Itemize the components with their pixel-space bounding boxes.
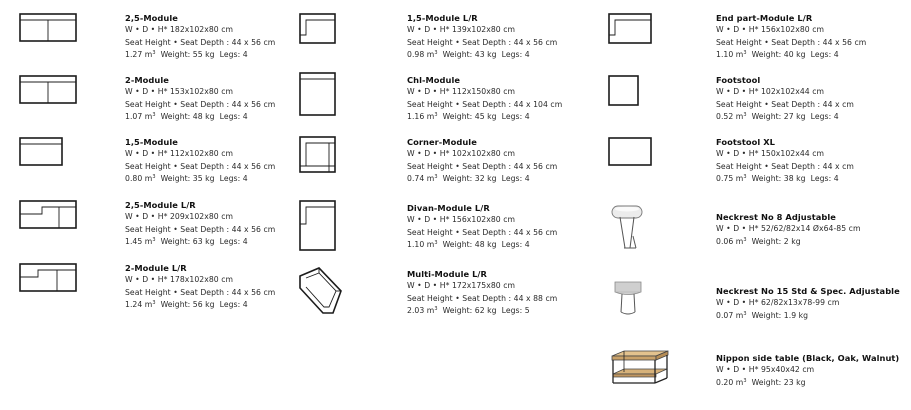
- product-name: Divan-Module L/R: [407, 203, 490, 213]
- product-volume: 1.10 m: [716, 50, 744, 60]
- product-volume: 1.10 m: [407, 240, 435, 250]
- product-legs: Legs: 4: [219, 300, 248, 310]
- product-seat: Seat Height • Seat Depth : 44 x 56 cm: [125, 161, 276, 171]
- sofa-1-5-module-icon: [19, 137, 63, 166]
- sofa-multi-module-lr-icon: [298, 266, 344, 317]
- product-name: 1,5-Module: [125, 137, 178, 147]
- sofa-2-5-module-icon: [19, 13, 77, 42]
- product-weight: Weight: 32 kg: [442, 174, 497, 184]
- product-seat: Seat Height • Seat Depth : 44 x cm: [716, 99, 854, 109]
- product-volume: 0.75 m: [716, 174, 744, 184]
- footstool-icon: [608, 75, 639, 106]
- product-dimensions: W • D • H* 95x40x42 cm: [716, 365, 815, 375]
- product-volume: 1.24 m: [125, 300, 153, 310]
- product-weight: Weight: 40 kg: [751, 50, 806, 60]
- product-dimensions: W • D • H* 182x102x80 cm: [125, 25, 234, 35]
- product-name: Nippon side table (Black, Oak, Walnut): [716, 353, 900, 363]
- product-weight: Weight: 27 kg: [751, 112, 806, 122]
- product-weight: Weight: 35 kg: [160, 174, 215, 184]
- product-volume: 0.98 m: [407, 50, 435, 60]
- product-seat: Seat Height • Seat Depth : 44 x 56 cm: [407, 227, 558, 237]
- product-dimensions: W • D • H* 209x102x80 cm: [125, 212, 234, 222]
- sofa-2-module-icon: [19, 75, 77, 104]
- sofa-2-5-module-lr-icon: [19, 200, 77, 229]
- product-name: Corner-Module: [407, 137, 477, 147]
- footstool-xl-icon: [608, 137, 652, 166]
- product-weight: Weight: 23 kg: [751, 377, 806, 387]
- product-volume: 0.20 m: [716, 377, 744, 387]
- product-seat: Seat Height • Seat Depth : 44 x 56 cm: [407, 37, 558, 47]
- product-weight: Weight: 1.9 kg: [751, 310, 809, 320]
- sofa-1-5-module-lr-icon: [299, 13, 336, 44]
- product-dimensions: W • D • H* 52/62/82x14 Øx64-85 cm: [716, 224, 861, 234]
- product-legs: Legs: 4: [501, 174, 530, 184]
- product-weight: Weight: 43 kg: [442, 50, 497, 60]
- product-weight: Weight: 2 kg: [751, 236, 801, 246]
- product-volume: 0.80 m: [125, 174, 153, 184]
- product-name: 2-Module L/R: [125, 263, 187, 273]
- product-volume: 0.52 m: [716, 112, 744, 122]
- sofa-2-module-lr-icon: [19, 263, 77, 292]
- product-seat: Seat Height • Seat Depth : 44 x 104 cm: [407, 99, 563, 109]
- product-name: Chl-Module: [407, 75, 461, 85]
- product-legs: Legs: 4: [219, 112, 248, 122]
- product-legs: Legs: 4: [810, 112, 839, 122]
- product-seat: Seat Height • Seat Depth : 44 x 56 cm: [125, 287, 276, 297]
- product-legs: Legs: 4: [219, 237, 248, 247]
- product-name: Neckrest No 8 Adjustable: [716, 212, 836, 222]
- product-name: Neckrest No 15 Std & Spec. Adjustable: [716, 286, 900, 296]
- product-name: 1,5-Module L/R: [407, 13, 478, 23]
- sofa-divan-module-lr-icon: [299, 200, 336, 251]
- product-dimensions: W • D • H* 139x102x80 cm: [407, 25, 516, 35]
- product-legs: Legs: 4: [810, 50, 839, 60]
- nippon-side-table-icon: [610, 350, 670, 386]
- product-volume: 1.16 m: [407, 112, 435, 122]
- product-seat: Seat Height • Seat Depth : 44 x 88 cm: [407, 293, 558, 303]
- product-legs: Legs: 4: [810, 174, 839, 184]
- product-dimensions: W • D • H* 150x102x44 cm: [716, 149, 825, 159]
- product-seat: Seat Height • Seat Depth : 44 x 56 cm: [716, 37, 867, 47]
- product-seat: Seat Height • Seat Depth : 44 x cm: [716, 161, 854, 171]
- product-name: Footstool XL: [716, 137, 776, 147]
- product-legs: Legs: 4: [501, 112, 530, 122]
- product-weight: Weight: 62 kg: [442, 306, 497, 316]
- product-dimensions: W • D • H* 62/82x13x78-99 cm: [716, 298, 840, 308]
- product-seat: Seat Height • Seat Depth : 44 x 56 cm: [125, 224, 276, 234]
- product-weight: Weight: 63 kg: [160, 237, 215, 247]
- product-weight: Weight: 38 kg: [751, 174, 806, 184]
- product-weight: Weight: 48 kg: [442, 240, 497, 250]
- product-weight: Weight: 55 kg: [160, 50, 215, 60]
- product-dimensions: W • D • H* 112x150x80 cm: [407, 87, 516, 97]
- product-legs: Legs: 5: [501, 306, 530, 316]
- sofa-end-part-module-lr-icon: [608, 13, 652, 44]
- product-seat: Seat Height • Seat Depth : 44 x 56 cm: [125, 37, 276, 47]
- product-seat: Seat Height • Seat Depth : 44 x 56 cm: [125, 99, 276, 109]
- product-volume: 1.45 m: [125, 237, 153, 247]
- product-name: 2,5-Module L/R: [125, 200, 196, 210]
- product-volume: 0.07 m: [716, 310, 744, 320]
- product-dimensions: W • D • H* 178x102x80 cm: [125, 275, 234, 285]
- product-dimensions: W • D • H* 102x102x80 cm: [407, 149, 516, 159]
- product-dimensions: W • D • H* 102x102x44 cm: [716, 87, 825, 97]
- product-weight: Weight: 45 kg: [442, 112, 497, 122]
- product-dimensions: W • D • H* 172x175x80 cm: [407, 281, 516, 291]
- product-name: 2-Module: [125, 75, 169, 85]
- product-name: End part-Module L/R: [716, 13, 813, 23]
- product-name: Multi-Module L/R: [407, 269, 487, 279]
- product-name: 2,5-Module: [125, 13, 178, 23]
- product-volume: 0.74 m: [407, 174, 435, 184]
- product-dimensions: W • D • H* 156x102x80 cm: [407, 215, 516, 225]
- product-dimensions: W • D • H* 112x102x80 cm: [125, 149, 234, 159]
- product-legs: Legs: 4: [501, 240, 530, 250]
- product-dimensions: W • D • H* 156x102x80 cm: [716, 25, 825, 35]
- sofa-chl-module-icon: [299, 72, 336, 116]
- product-legs: Legs: 4: [219, 50, 248, 60]
- product-volume: 1.07 m: [125, 112, 153, 122]
- product-volume: 0.06 m: [716, 236, 744, 246]
- product-weight: Weight: 56 kg: [160, 300, 215, 310]
- product-weight: Weight: 48 kg: [160, 112, 215, 122]
- product-dimensions: W • D • H* 153x102x80 cm: [125, 87, 234, 97]
- product-volume: 2.03 m: [407, 306, 435, 316]
- product-legs: Legs: 4: [219, 174, 248, 184]
- neckrest-no-8-icon: [609, 203, 645, 255]
- product-seat: Seat Height • Seat Depth : 44 x 56 cm: [407, 161, 558, 171]
- product-legs: Legs: 4: [501, 50, 530, 60]
- sofa-corner-module-icon: [299, 136, 336, 173]
- neckrest-no-15-icon: [612, 278, 644, 320]
- product-name: Footstool: [716, 75, 761, 85]
- product-volume: 1.27 m: [125, 50, 153, 60]
